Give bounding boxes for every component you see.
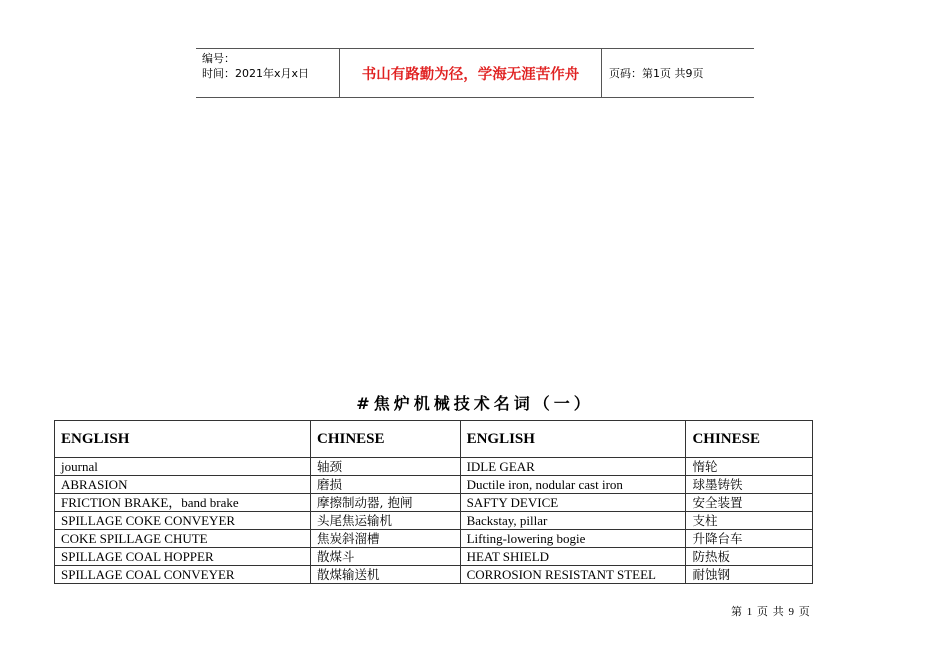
number-label: 编号： (202, 52, 235, 65)
table-row (55, 566, 813, 584)
english-term: Lifting-lowering bogie (460, 530, 686, 548)
chinese-term: 安全装置 (686, 494, 813, 512)
column-header: CHINESE (311, 421, 461, 458)
column-header: CHINESE (686, 421, 813, 458)
english-term: IDLE GEAR (460, 458, 686, 476)
english-term: ABRASION (55, 476, 311, 494)
chinese-term: 焦炭斜溜槽 (311, 530, 461, 548)
chinese-term: 球墨铸铁 (686, 476, 813, 494)
table-row (55, 512, 813, 530)
chinese-term: 头尾焦运输机 (311, 512, 461, 530)
table-row (55, 548, 813, 566)
english-term: journal (55, 458, 311, 476)
header-meta (196, 49, 339, 97)
table-row (55, 530, 813, 548)
chinese-term: 惰轮 (686, 458, 813, 476)
chinese-term: 散煤斗 (311, 548, 461, 566)
chinese-term: 散煤输送机 (311, 566, 461, 584)
table-header-row (55, 421, 813, 458)
column-header: ENGLISH (460, 421, 686, 458)
chinese-term: 升降台车 (686, 530, 813, 548)
terms-table (54, 420, 813, 584)
english-term: SPILLAGE COAL CONVEYER (55, 566, 311, 584)
motto-text: 书山有路勤为径，学海无涯苦作舟 (361, 66, 580, 83)
english-term: COKE SPILLAGE CHUTE (55, 530, 311, 548)
date-line: 时间：2021年x月x日 (202, 67, 310, 80)
english-term: CORROSION RESISTANT STEEL (460, 566, 686, 584)
document-title: #焦炉机械技术名词（一） (356, 394, 594, 413)
english-term: Ductile iron, nodular cast iron (460, 476, 686, 494)
chinese-term: 摩擦制动器, 抱闸 (311, 494, 461, 512)
page-footer: 第 1 页 共 9 页 (731, 606, 811, 618)
table-row (55, 458, 813, 476)
chinese-term: 轴颈 (311, 458, 461, 476)
chinese-term: 磨损 (311, 476, 461, 494)
table-row (55, 476, 813, 494)
document-header (196, 48, 754, 98)
english-term: SPILLAGE COAL HOPPER (55, 548, 311, 566)
english-term: SAFTY DEVICE (460, 494, 686, 512)
english-term: SPILLAGE COKE CONVEYER (55, 512, 311, 530)
header-motto-cell (339, 49, 602, 97)
chinese-term: 耐蚀钢 (686, 566, 813, 584)
english-term: FRICTION BRAKE，band brake (55, 494, 311, 512)
header-page-info: 页码：第1页 共9页 (609, 67, 704, 80)
column-header: ENGLISH (55, 421, 311, 458)
english-term: Backstay, pillar (460, 512, 686, 530)
english-term: HEAT SHIELD (460, 548, 686, 566)
table-row (55, 494, 813, 512)
chinese-term: 防热板 (686, 548, 813, 566)
chinese-term: 支柱 (686, 512, 813, 530)
